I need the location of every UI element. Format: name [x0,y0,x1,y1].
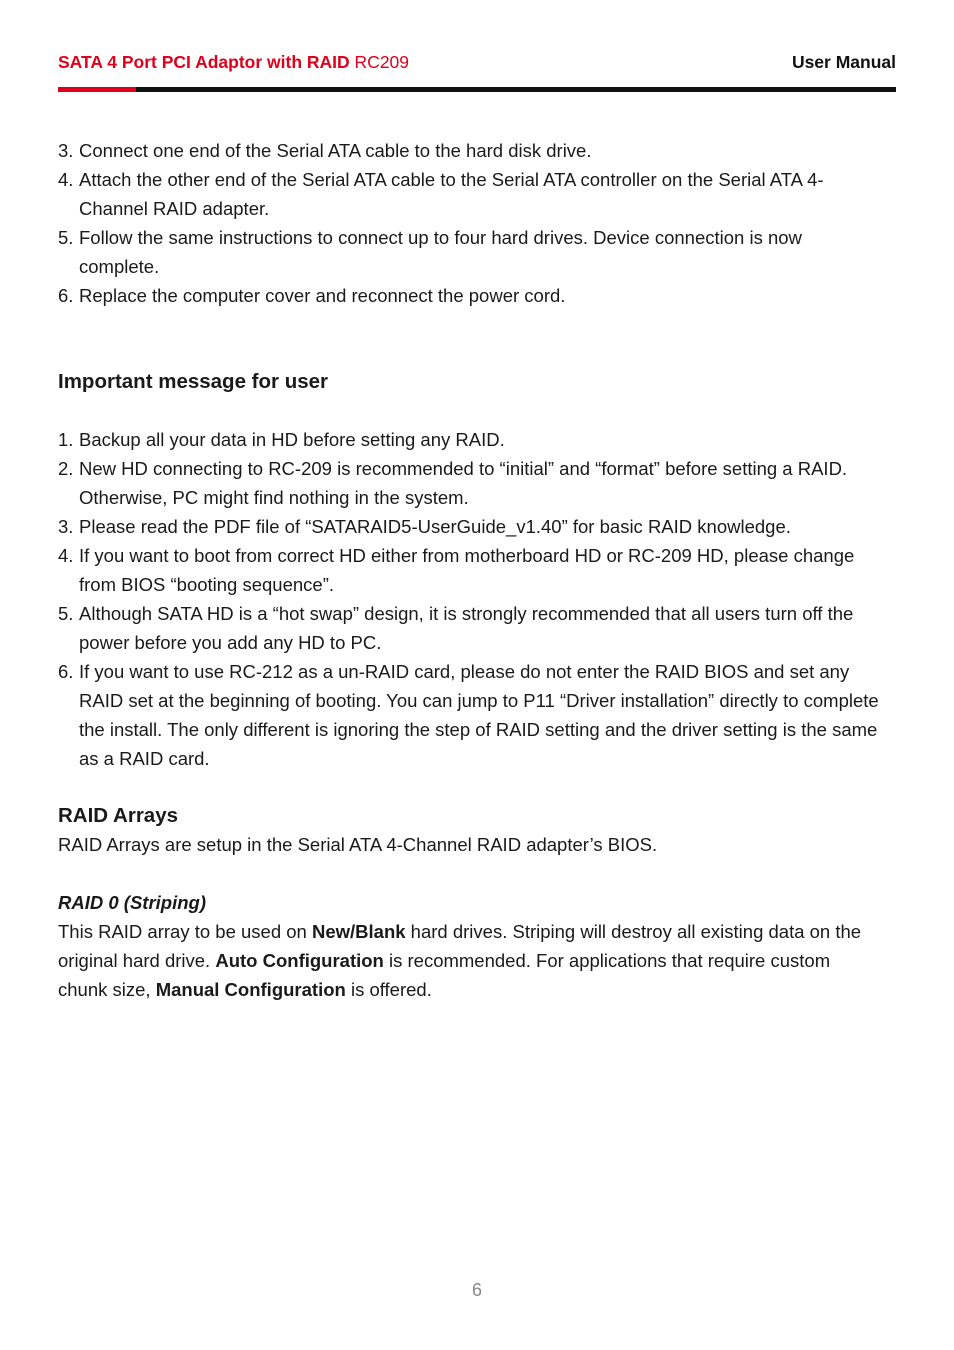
raid0-heading: RAID 0 (Striping) [58,892,206,913]
list-item: 3. Connect one end of the Serial ATA cable to the hard disk drive. [58,140,592,161]
list-item: 3. Please read the PDF file of “SATARAID5-UserGuide_v1.40” for basic RAID knowledge. [58,516,791,537]
list-item: 1. Backup all your data in HD before setting any RAID. [58,429,505,450]
important-list [58,425,884,773]
raid-arrays-text: RAID Arrays are setup in the Serial ATA 4-Channel RAID adapter’s BIOS. [58,834,658,855]
product-name: SATA 4 Port PCI Adaptor with RAID [58,52,350,72]
list-item: 5. Although SATA HD is a “hot swap” design, it is strongly recommended that all users turn off the power before you add any HD to PC. [58,603,854,653]
page-number: 6 [471,1280,482,1300]
document-title [58,52,409,73]
raid-arrays-heading: RAID Arrays [58,804,179,827]
model-number: RC209 [354,52,410,72]
important-heading: Important message for user [58,370,328,393]
header-rule [58,87,896,92]
installation-steps [58,136,884,310]
document-type: User Manual [791,52,896,72]
list-item: 6. If you want to use RC-212 as a un-RAID card, please do not enter the RAID BIOS and set any RAID set at the beginning of booting. You can jump to P11 “Driver installation” directly to complete the install. The only different is ignoring the step of RAID setting and the driver setting is the same as a RAID card. [58,661,879,769]
list-item: 2. New HD connecting to RC-209 is recommended to “initial” and “format” before setting a RAID. Otherwise, PC might find nothing in the system. [58,458,848,508]
page-content [58,136,884,1004]
raid0-text: This RAID array to be used on New/Blank hard drives. Striping will destroy all existing data on the original hard drive. Auto Configuration is recommended. For applications that require custom chunk size, Manual Configuration is offered. [58,921,862,1000]
header-rule-accent [58,87,136,92]
list-item: 6. Replace the computer cover and reconnect the power cord. [58,285,566,306]
list-item: 4. If you want to boot from correct HD either from motherboard HD or RC-209 HD, please change from BIOS “booting sequence”. [58,545,855,595]
list-item: 5. Follow the same instructions to connect up to four hard drives. Device connection is now complete. [58,227,802,277]
list-item: 4. Attach the other end of the Serial ATA cable to the Serial ATA controller on the Serial ATA 4-Channel RAID adapter. [58,169,824,219]
page-header [58,52,896,76]
